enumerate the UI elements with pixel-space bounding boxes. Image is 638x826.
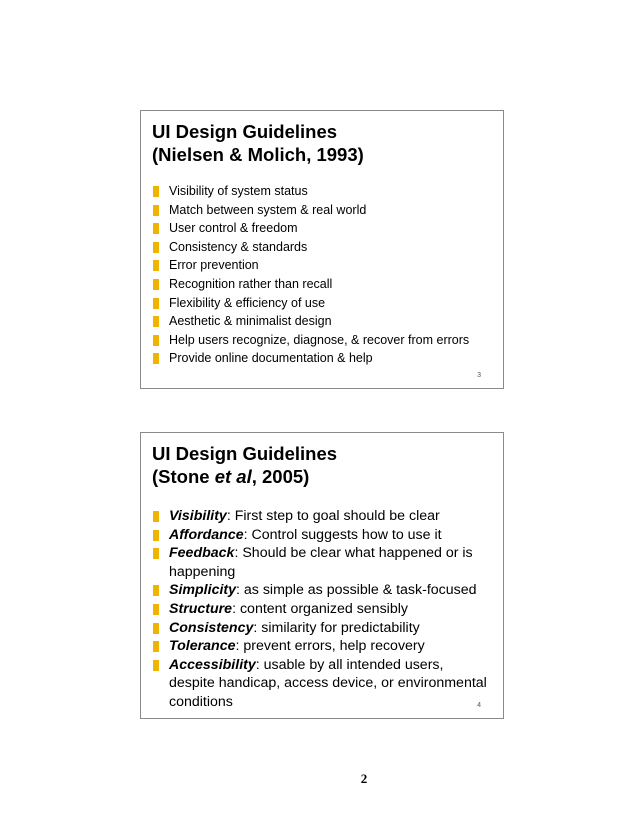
list-item — [152, 619, 493, 638]
bullet-list — [152, 507, 493, 712]
page-number — [0, 771, 638, 787]
bullet-marker-icon — [153, 353, 159, 364]
list-item — [152, 312, 493, 331]
bullet-marker-icon — [153, 604, 159, 615]
guideline-description: : usable by all intended users, despite handicap, access device, or environmental conditions — [169, 656, 487, 710]
guideline-term: Feedback — [169, 545, 235, 562]
bullet-text: User control & freedom — [169, 221, 298, 236]
slide-nielsen-molich — [140, 110, 504, 389]
list-item — [152, 201, 493, 220]
list-item — [152, 219, 493, 238]
bullet-text: Provide online documentation & help — [169, 351, 373, 366]
slide-number: 4 — [477, 702, 481, 709]
list-item — [152, 331, 493, 350]
guideline-description: : Should be clear what happened or is happening — [169, 545, 473, 580]
bullet-marker-icon — [153, 279, 159, 290]
slide-title — [152, 121, 364, 166]
guideline-term: Accessibility — [169, 656, 256, 673]
bullet-text: Error prevention — [169, 258, 259, 273]
bullet-marker-icon — [153, 530, 159, 541]
bullet-marker-icon — [153, 316, 159, 327]
bullet-marker-icon — [153, 585, 159, 596]
guideline-description: : Control suggests how to use it — [243, 526, 442, 543]
bullet-marker-icon — [153, 298, 159, 309]
guideline-description: : First step to goal should be clear — [226, 508, 440, 524]
bullet-marker-icon — [153, 623, 159, 634]
title-suffix: , 2005) — [251, 465, 310, 487]
slide-stone-et-al — [140, 432, 504, 719]
bullet-marker-icon — [153, 260, 159, 271]
guideline-description: : prevent errors, help recovery — [235, 638, 425, 655]
guideline-description: : content organized sensibly — [232, 600, 408, 617]
list-item — [152, 544, 493, 581]
bullet-marker-icon — [153, 186, 159, 197]
list-item — [152, 349, 493, 368]
bullet-text: Help users recognize, diagnose, & recover from errors — [169, 332, 470, 347]
guideline-term: Structure — [169, 600, 233, 617]
list-item — [152, 256, 493, 275]
guideline-description: : similarity for predictability — [253, 619, 420, 636]
bullet-text: Flexibility & efficiency of use — [169, 295, 326, 310]
bullet-list — [152, 182, 493, 368]
bullet-marker-icon — [153, 223, 159, 234]
guideline-description: : as simple as possible & task-focused — [236, 582, 477, 599]
bullet-marker-icon — [153, 641, 159, 652]
list-item — [152, 294, 493, 313]
bullet-marker-icon — [153, 335, 159, 346]
slide-title-line-1: UI Design Guidelines — [152, 121, 338, 142]
slide-title-line-2: (Nielsen & Molich, 1993) — [152, 143, 364, 165]
bullet-text: Visibility of system status — [169, 184, 308, 198]
slide-title-line-1: UI Design Guidelines — [152, 443, 338, 464]
bullet-text: Match between system & real world — [169, 202, 367, 217]
list-item — [152, 581, 493, 600]
list-item — [152, 275, 493, 294]
guideline-term: Tolerance — [169, 638, 236, 655]
list-item — [152, 600, 493, 619]
guideline-term: Visibility — [169, 508, 227, 524]
bullet-text: Aesthetic & minimalist design — [169, 314, 332, 329]
bullet-marker-icon — [153, 660, 159, 671]
page-number-text: 2 — [360, 771, 368, 786]
slide-title — [152, 443, 337, 488]
list-item — [152, 238, 493, 257]
title-prefix: (Stone — [152, 465, 215, 487]
guideline-term: Simplicity — [169, 582, 237, 599]
bullet-marker-icon — [153, 242, 159, 253]
bullet-text: Consistency & standards — [169, 239, 308, 254]
guideline-term: Consistency — [169, 619, 254, 636]
bullet-text: Recognition rather than recall — [169, 276, 333, 291]
title-italic: et al — [214, 465, 252, 487]
slide-number: 3 — [477, 372, 481, 379]
bullet-marker-icon — [153, 511, 159, 522]
list-item — [152, 182, 493, 201]
guideline-term: Affordance — [169, 526, 244, 543]
slide-title-line-2 — [152, 466, 337, 489]
list-item — [152, 507, 493, 526]
bullet-marker-icon — [153, 205, 159, 216]
bullet-marker-icon — [153, 548, 159, 559]
list-item — [152, 526, 493, 545]
list-item — [152, 637, 493, 656]
list-item — [152, 656, 493, 712]
